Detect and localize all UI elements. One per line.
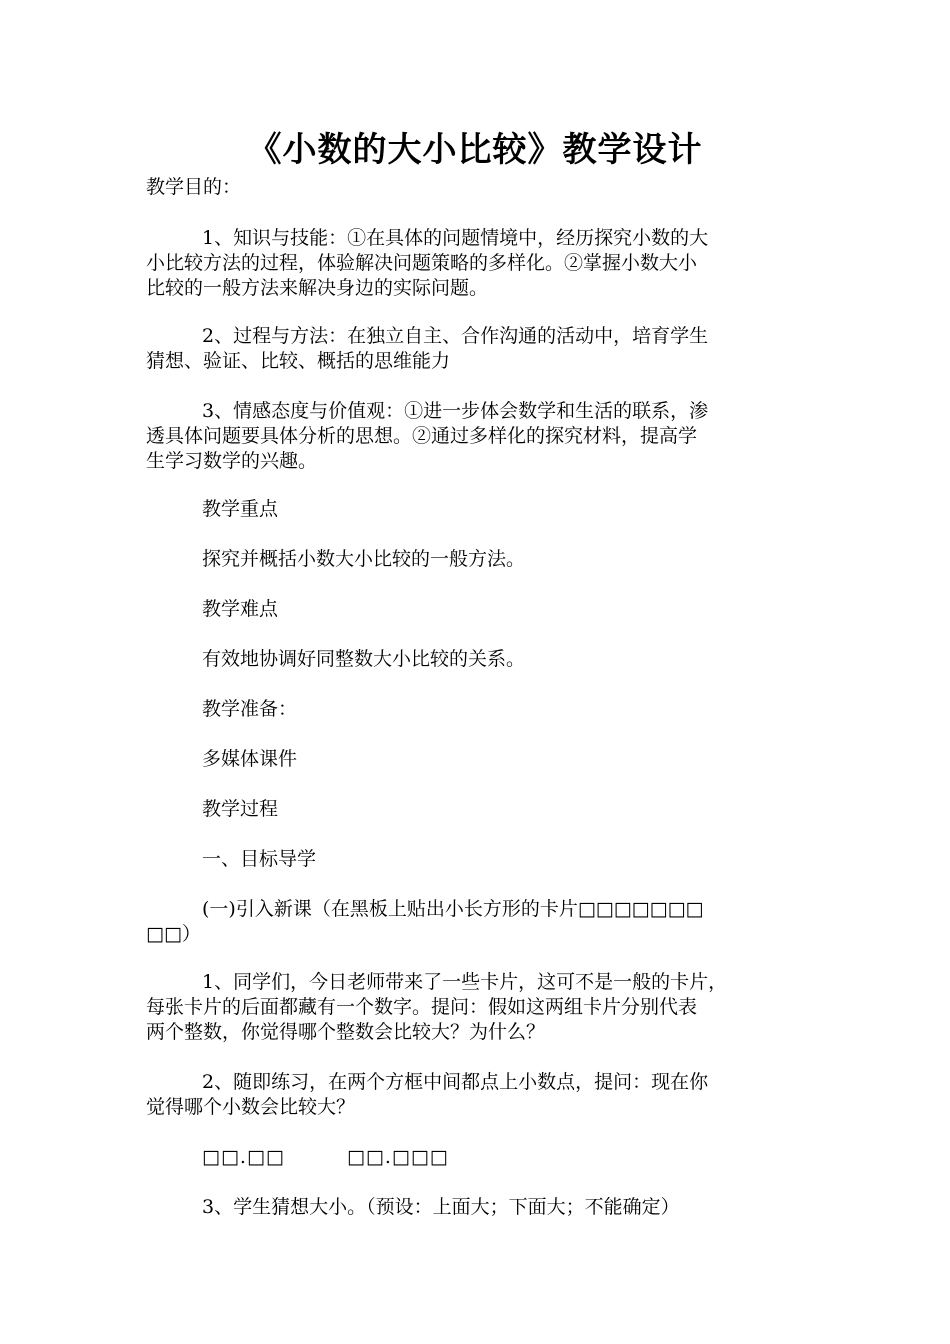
document-title: 《小数的大小比较》教学设计 [247, 130, 703, 170]
objective-1-paragraph: 1、知识与技能：①在具体的问题情境中，经历探究小数的大 小比较方法的过程，体验解决问题策略的多样化。②掌握小数大小 比较的一般方法来解决身边的实际问题。 [146, 227, 709, 299]
process-heading: 教学过程 [202, 798, 279, 820]
step-3-paragraph: 3、学生猜想大小。（预设：上面大；下面大；不能确定） [202, 1196, 680, 1218]
step-1-paragraph: 1、同学们，今日老师带来了一些卡片，这可不是一般的卡片， 每张卡片的后面都藏有一个数字。提问：假如这两组卡片分别代表 两个整数，你觉得哪个整数会比较大？为什么？ [146, 971, 728, 1043]
objective-3-paragraph: 3、情感态度与价值观：①进一步体会数学和生活的联系，渗 透具体问题要具体分析的思想。②通过多样化的探究材料，提高学 生学习数学的兴趣。 [146, 400, 709, 472]
key-point-text: 探究并概括小数大小比较的一般方法。 [202, 548, 526, 570]
decimal-box-b: □□.□□□ [346, 1146, 449, 1168]
difficulty-text: 有效地协调好同整数大小比较的关系。 [202, 648, 526, 670]
objective-2-paragraph: 2、过程与方法：在独立自主、合作沟通的活动中，培育学生 猜想、验证、比较、概括的思维能力 [146, 325, 709, 372]
preparation-heading: 教学准备： [202, 698, 298, 720]
decimal-box-a: □□.□□ [202, 1146, 285, 1168]
key-point-heading: 教学重点 [202, 498, 279, 520]
section-1-heading: 一、目标导学 [202, 848, 317, 870]
subsection-1-paragraph: (一)引入新课（在黑板上贴出小长方形的卡片□□□□□□□ □□） [146, 898, 704, 945]
decimal-boxes-row [202, 1145, 867, 1170]
step-2-paragraph: 2、随即练习，在两个方框中间都点上小数点，提问：现在你 觉得哪个小数会比较大？ [146, 1071, 709, 1118]
difficulty-heading: 教学难点 [202, 598, 279, 620]
preparation-text: 多媒体课件 [202, 748, 298, 770]
objectives-heading: 教学目的： [146, 176, 242, 198]
